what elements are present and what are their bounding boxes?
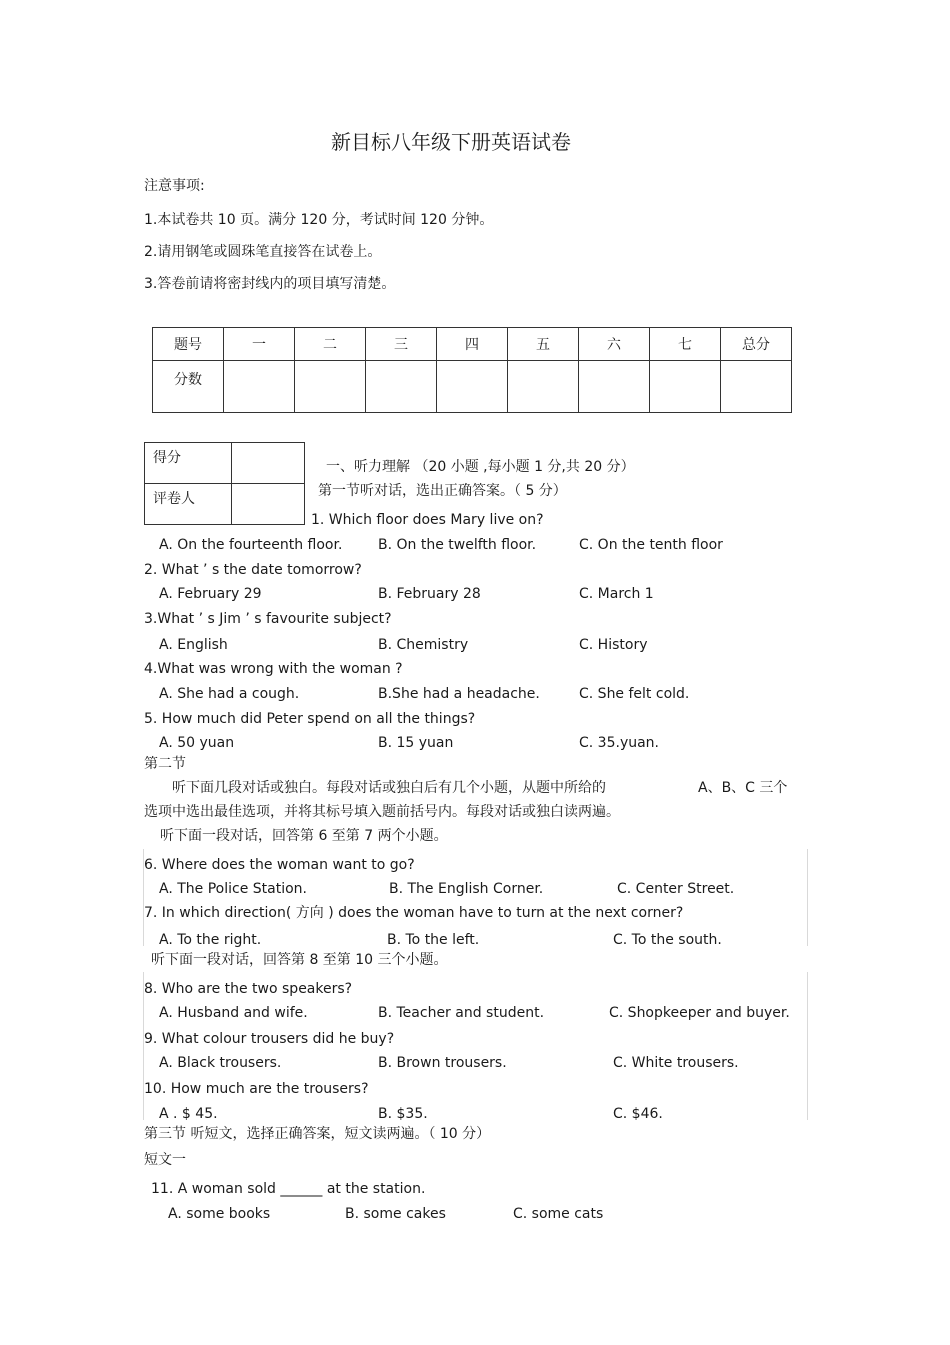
grader-value-cell xyxy=(232,484,305,525)
notice-item: 3.答卷前请将密封线内的项目填写清楚。 xyxy=(144,276,396,292)
option-c: C. Shopkeeper and buyer. xyxy=(609,1005,790,1021)
option-c: C. 35.yuan. xyxy=(579,735,660,751)
option-c: C. To the south. xyxy=(613,932,722,948)
option-b: B. $35. xyxy=(378,1106,428,1122)
notice-item: 1.本试卷共 10 页。满分 120 分，考试时间 120 分钟。 xyxy=(144,212,494,228)
passage-label: 短文一 xyxy=(144,1152,186,1168)
option-a: A. February 29 xyxy=(159,586,262,602)
score-cell xyxy=(579,361,650,413)
score-header-cell: 题号 xyxy=(153,328,224,361)
score-header-cell: 六 xyxy=(579,328,650,361)
option-b: B. Teacher and student. xyxy=(378,1005,545,1021)
dialog-intro: 听下面一段对话，回答第 8 至第 10 三个小题。 xyxy=(151,952,448,968)
score-cell xyxy=(295,361,366,413)
score-cell xyxy=(366,361,437,413)
grader-table xyxy=(144,442,305,525)
option-c: C. White trousers. xyxy=(613,1055,739,1071)
score-label: 得分 xyxy=(145,443,232,484)
score-cell xyxy=(721,361,792,413)
option-b: B. On the twelfth floor. xyxy=(378,537,537,553)
option-a: A. Black trousers. xyxy=(159,1055,282,1071)
notice-item: 2.请用钢笔或圆珠笔直接答在试卷上。 xyxy=(144,244,382,260)
question-text: 9. What colour trousers did he buy? xyxy=(144,1031,395,1047)
option-c: C. History xyxy=(579,637,648,653)
question-text: 2. What ’ s the date tomorrow? xyxy=(144,562,362,578)
score-header-cell: 四 xyxy=(437,328,508,361)
option-b: B.She had a headache. xyxy=(378,686,540,702)
option-c: C. She felt cold. xyxy=(579,686,690,702)
score-header-cell: 总分 xyxy=(721,328,792,361)
section-instruction-tail: A、B、C 三个 xyxy=(698,780,788,796)
score-header-cell: 七 xyxy=(650,328,721,361)
option-b: B. Chemistry xyxy=(378,637,469,653)
option-b: B. To the left. xyxy=(387,932,480,948)
option-a: A. On the fourteenth floor. xyxy=(159,537,343,553)
option-a: A. 50 yuan xyxy=(159,735,235,751)
question-text: 3.What ’ s Jim ’ s favourite subject? xyxy=(144,611,392,627)
option-a: A. Husband and wife. xyxy=(159,1005,308,1021)
option-b: B. February 28 xyxy=(378,586,481,602)
score-table xyxy=(152,327,792,413)
option-b: B. The English Corner. xyxy=(389,881,544,897)
score-cell xyxy=(437,361,508,413)
option-c: C. some cats xyxy=(513,1206,604,1222)
option-c: C. On the tenth floor xyxy=(579,537,723,553)
dialog-intro: 听下面一段对话，回答第 6 至第 7 两个小题。 xyxy=(160,828,448,844)
question-text: 4.What was wrong with the woman ? xyxy=(144,661,403,677)
option-a: A . $ 45. xyxy=(159,1106,218,1122)
question-text: 5. How much did Peter spend on all the things? xyxy=(144,711,476,727)
score-value-cell xyxy=(232,443,305,484)
option-c: C. Center Street. xyxy=(617,881,735,897)
option-c: C. March 1 xyxy=(579,586,654,602)
option-a: A. The Police Station. xyxy=(159,881,307,897)
score-header-cell: 五 xyxy=(508,328,579,361)
score-header-cell: 一 xyxy=(224,328,295,361)
section-instruction: 听下面几段对话或独白。每段对话或独白后有几个小题，从题中所给的 xyxy=(172,780,606,796)
option-a: A. English xyxy=(159,637,228,653)
question-text: 10. How much are the trousers? xyxy=(144,1081,369,1097)
question-text: 1. Which floor does Mary live on? xyxy=(311,512,544,528)
question-text: 11. A woman sold ______ at the station. xyxy=(151,1181,426,1197)
option-b: B. Brown trousers. xyxy=(378,1055,507,1071)
question-text: 7. In which direction( 方向 ) does the woman have to turn at the next corner? xyxy=(144,905,684,921)
score-cell xyxy=(508,361,579,413)
page-title: 新目标八年级下册英语试卷 xyxy=(331,130,571,154)
score-row-label: 分数 xyxy=(153,361,224,413)
score-cell xyxy=(224,361,295,413)
question-text: 6. Where does the woman want to go? xyxy=(144,857,415,873)
section-instruction: 选项中选出最佳选项，并将其标号填入题前括号内。每段对话或独白读两遍。 xyxy=(144,804,620,820)
option-b: B. 15 yuan xyxy=(378,735,454,751)
option-b: B. some cakes xyxy=(345,1206,446,1222)
section-heading: 第一节听对话，选出正确答案。（ 5 分） xyxy=(318,483,567,499)
score-header-cell: 二 xyxy=(295,328,366,361)
part-heading: 一、听力理解 （20 小题 ,每小题 1 分,共 20 分） xyxy=(326,459,635,475)
option-a: A. some books xyxy=(168,1206,271,1222)
score-header-cell: 三 xyxy=(366,328,437,361)
notice-heading: 注意事项: xyxy=(144,178,205,194)
option-c: C. $46. xyxy=(613,1106,663,1122)
section-heading: 第三节 听短文，选择正确答案，短文读两遍。（ 10 分） xyxy=(144,1126,491,1142)
grader-label: 评卷人 xyxy=(145,484,232,525)
section-heading: 第二节 xyxy=(144,756,186,772)
option-a: A. To the right. xyxy=(159,932,262,948)
score-cell xyxy=(650,361,721,413)
question-text: 8. Who are the two speakers? xyxy=(144,981,353,997)
option-a: A. She had a cough. xyxy=(159,686,300,702)
